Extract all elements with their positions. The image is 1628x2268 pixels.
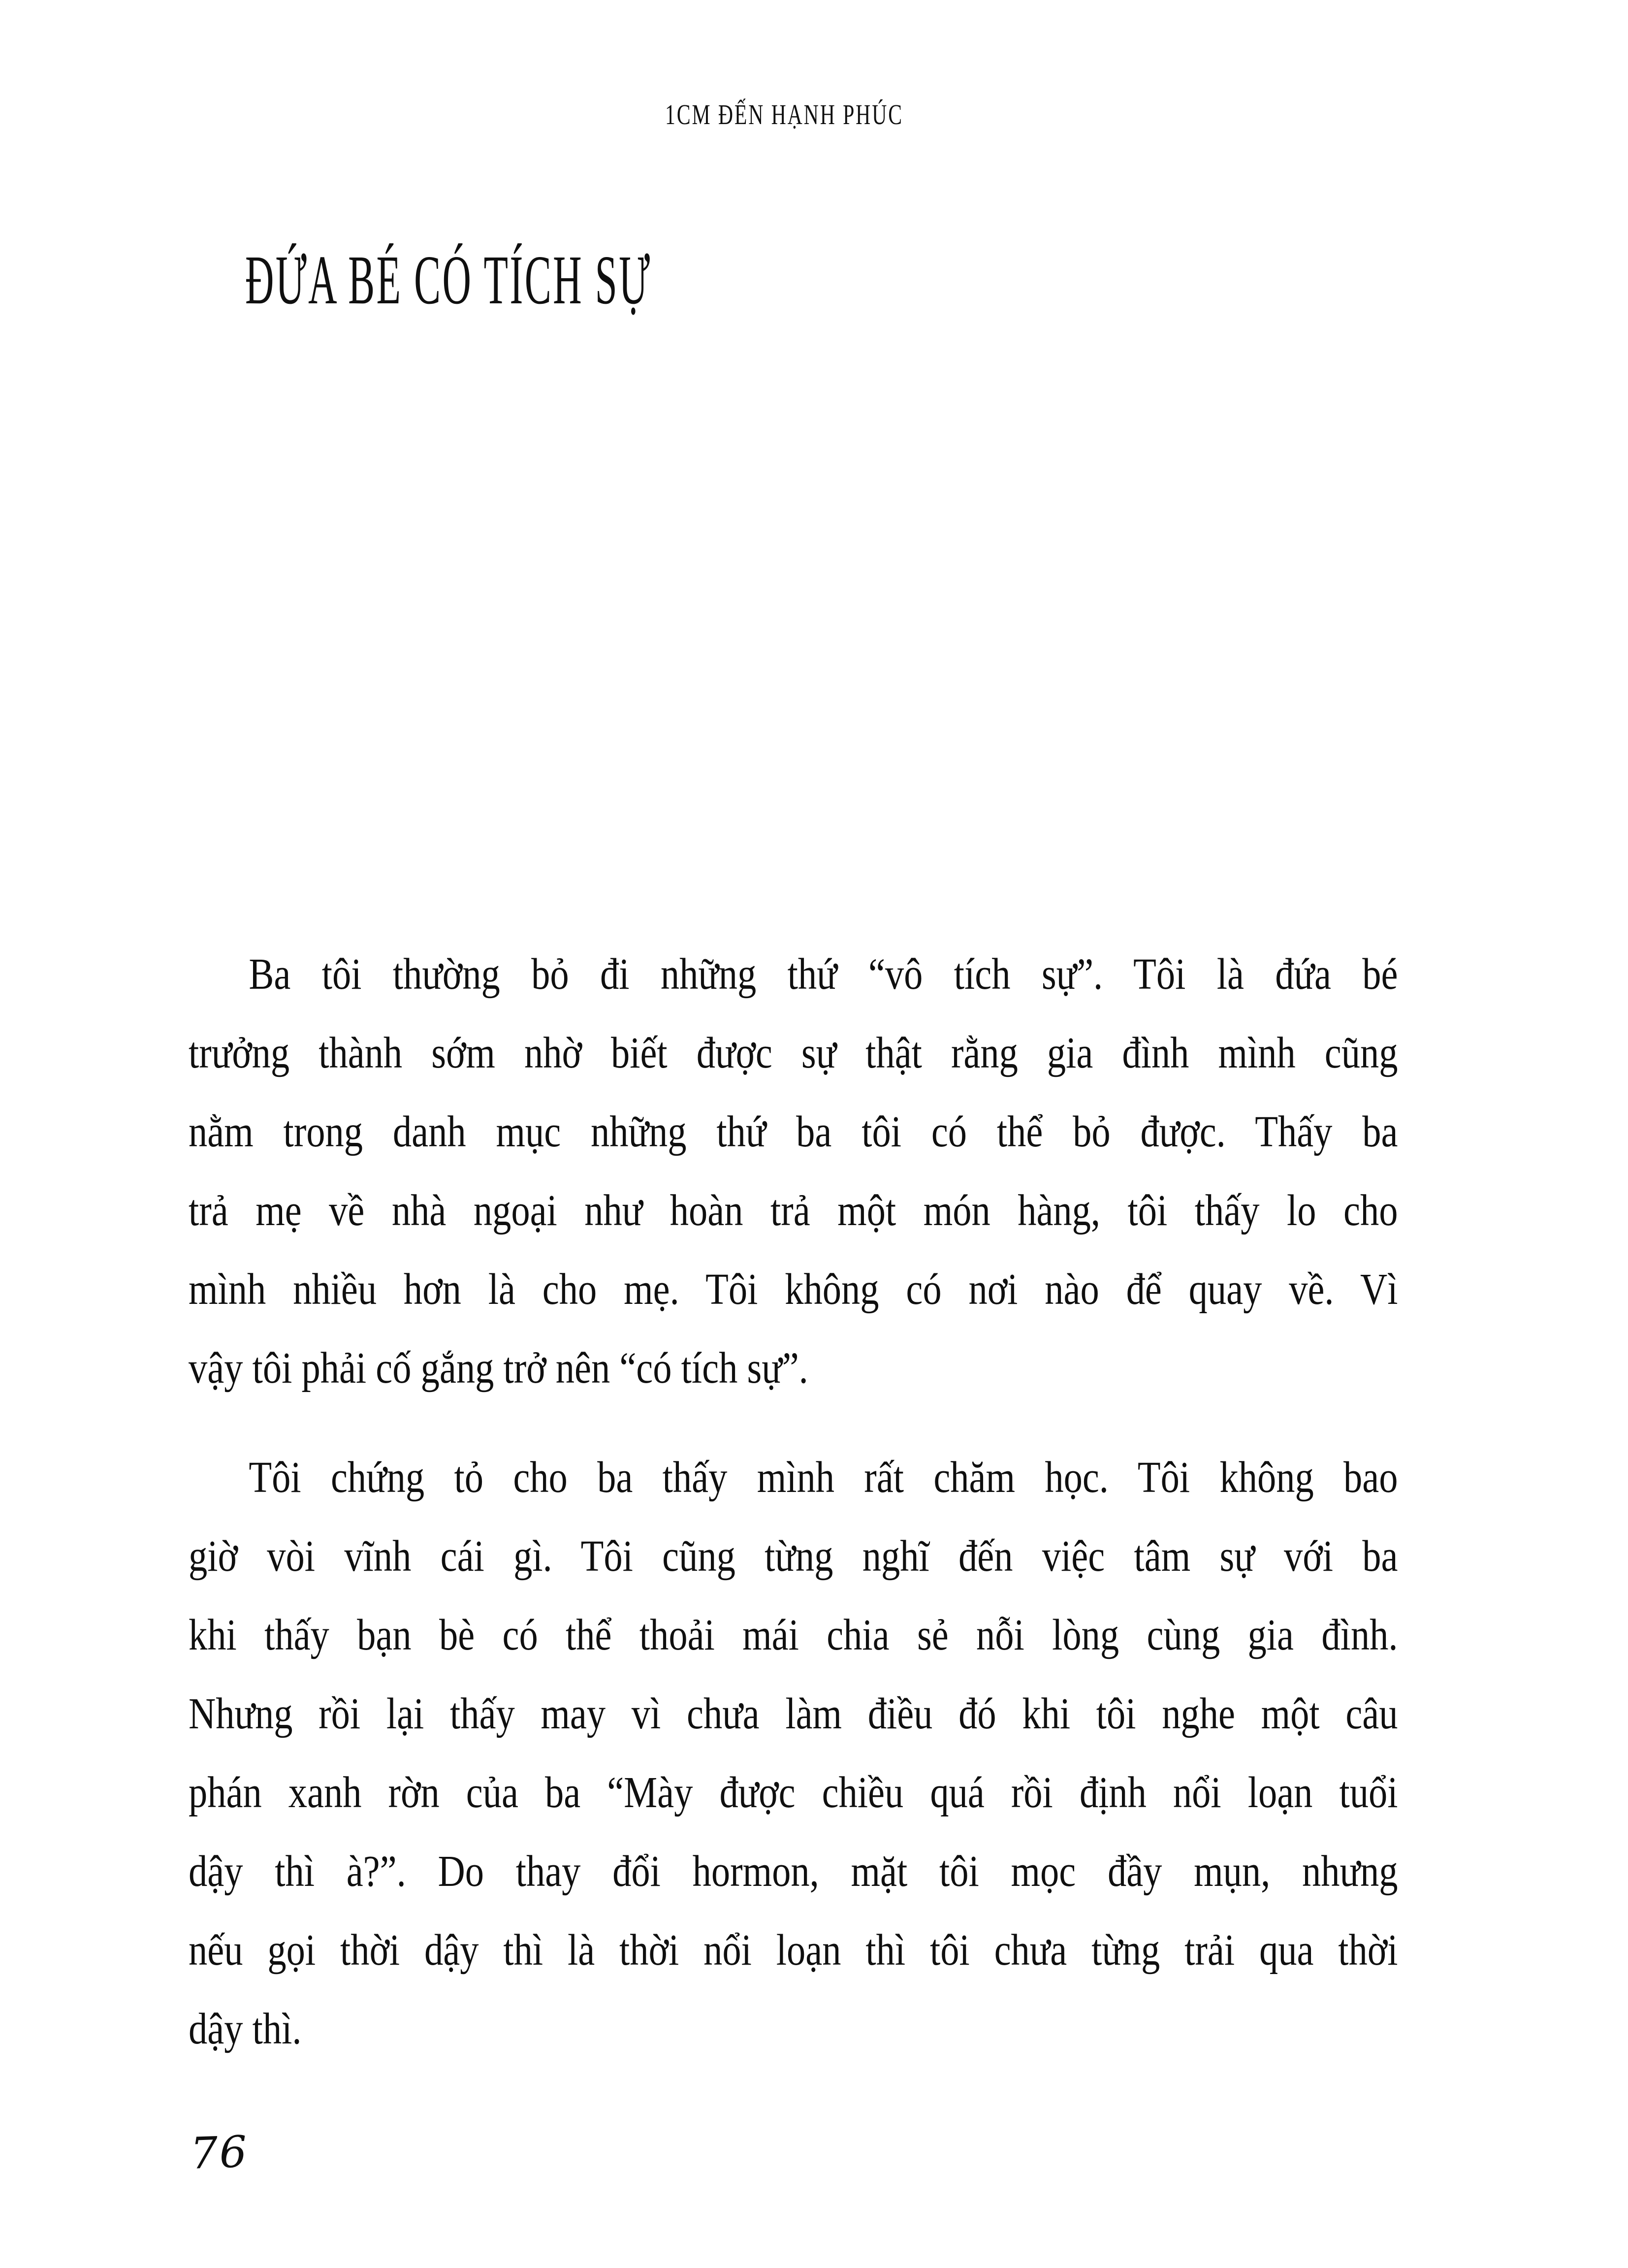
body-line: dậy thì. — [189, 2005, 302, 2053]
body-line: trưởng thành sớm nhờ biết được sự thật rằng gia đình mình cũng — [189, 1029, 1398, 1077]
body-line: nằm trong danh mục những thứ ba tôi có thể bỏ được. Thấy ba — [189, 1107, 1398, 1156]
paragraph — [189, 935, 1398, 1408]
chapter-title: ĐỨA BÉ CÓ TÍCH SỰ — [245, 241, 652, 319]
body-line: vậy tôi phải cố gắng trở nên “có tích sự”. — [189, 1344, 808, 1393]
body-line: phán xanh rờn của ba “Mày được chiều quá rồi định nổi loạn tuổi — [189, 1768, 1398, 1817]
page-number: 76 — [189, 2126, 250, 2179]
body-line: dậy thì à?”. Do thay đổi hormon, mặt tôi mọc đầy mụn, nhưng — [189, 1847, 1398, 1896]
running-header: 1CM ĐẾN HẠNH PHÚC — [665, 98, 903, 130]
body-line: khi thấy bạn bè có thể thoải mái chia sẻ nỗi lòng cùng gia đình. — [189, 1611, 1398, 1659]
paragraph — [189, 1438, 1398, 2069]
body-line: Nhưng rồi lại thấy may vì chưa làm điều đó khi tôi nghe một câu — [189, 1689, 1398, 1738]
body-line: nếu gọi thời dậy thì là thời nổi loạn thì tôi chưa từng trải qua thời — [189, 1926, 1398, 1975]
body-line: mình nhiều hơn là cho mẹ. Tôi không có nơi nào để quay về. Vì — [189, 1265, 1398, 1314]
body-line: Tôi chứng tỏ cho ba thấy mình rất chăm học. Tôi không bao — [249, 1453, 1398, 1502]
body-line: trả mẹ về nhà ngoại như hoàn trả một món hàng, tôi thấy lo cho — [189, 1186, 1398, 1235]
body-line: Ba tôi thường bỏ đi những thứ “vô tích sự”. Tôi là đứa bé — [249, 950, 1398, 999]
body-text — [189, 935, 1398, 2069]
body-line: giờ vòi vĩnh cái gì. Tôi cũng từng nghĩ đến việc tâm sự với ba — [189, 1532, 1398, 1581]
